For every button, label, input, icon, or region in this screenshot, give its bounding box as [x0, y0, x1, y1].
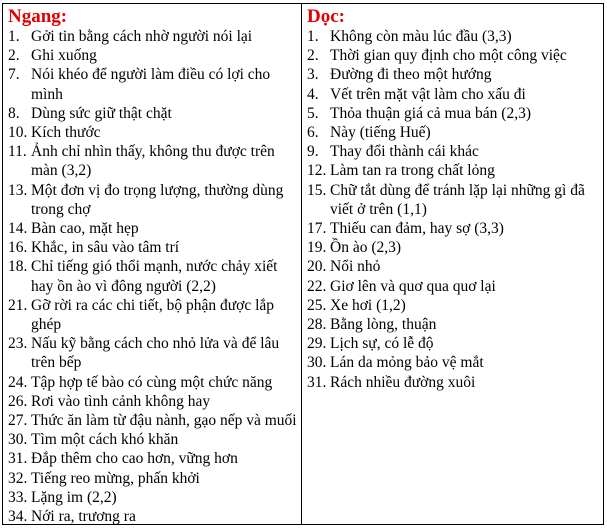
clue-text: Rơi vào tình cảnh không hay: [31, 392, 211, 410]
clue-number: 20.: [307, 258, 327, 276]
clue-number: 18.: [8, 258, 28, 276]
clue-item: [307, 219, 599, 238]
clue-number: 32.: [8, 469, 28, 487]
clue-item: [8, 296, 297, 334]
clue-item: [8, 469, 297, 488]
clue-item: [307, 277, 599, 296]
clue-item: [8, 27, 297, 46]
clue-item: [307, 238, 599, 257]
clue-item: [307, 27, 599, 46]
clue-text: Đường đi theo một hướng: [330, 66, 492, 84]
clue-text: Gởi tin bằng cách nhờ người nói lại: [31, 28, 253, 45]
clue-item: [307, 65, 599, 84]
clue-item: [8, 219, 297, 238]
clue-item: [8, 449, 297, 468]
clue-text: Thời gian quy định cho một công việc: [330, 47, 567, 65]
clue-item: [307, 257, 599, 276]
clue-number: 31.: [307, 373, 327, 391]
clue-number: 17.: [307, 220, 327, 238]
clue-number: 10.: [8, 124, 28, 142]
clue-number: 25.: [307, 296, 327, 314]
clue-number: 1.: [307, 28, 319, 45]
clue-item: [8, 65, 297, 103]
clue-text: Này (tiếng Huế): [330, 124, 431, 142]
across-column: [3, 4, 302, 524]
clue-number: 15.: [307, 181, 327, 199]
clue-item: [8, 238, 297, 257]
clue-text: Khắc, in sâu vào tâm trí: [31, 239, 180, 257]
clue-number: 16.: [8, 239, 28, 257]
clue-text: Vết trên mặt vật làm cho xấu đi: [330, 85, 526, 103]
clue-item: [307, 46, 599, 65]
clue-item: [307, 353, 599, 372]
clue-text: Rách nhiều đường xuôi: [330, 373, 476, 391]
clue-text: Tìm một cách khó khăn: [31, 431, 179, 449]
clues-table: [2, 3, 604, 525]
clue-item: [8, 430, 297, 449]
clue-item: [307, 142, 599, 161]
clue-text: Ảnh chỉ nhìn thấy, không thu được trên màn (3,2): [31, 143, 275, 180]
clue-number: 2.: [307, 47, 319, 65]
clue-text: Làm tan ra trong chất lỏng: [330, 162, 495, 180]
clue-number: 5.: [307, 104, 319, 122]
clue-text: Nói khéo để người làm điều có lợi cho mình: [31, 66, 271, 103]
clue-text: Ghi xuống: [31, 47, 97, 65]
clue-text: Gỡ rời ra các chi tiết, bộ phận được lắp ghép: [31, 296, 275, 334]
clue-number: 7.: [8, 66, 20, 84]
clue-number: 31.: [8, 450, 28, 468]
clue-item: [307, 85, 599, 104]
clue-text: Tiếng reo mừng, phấn khởi: [31, 469, 200, 487]
clue-number: 9.: [307, 143, 319, 161]
clue-number: 28.: [307, 316, 327, 334]
clue-number: 27.: [8, 412, 28, 430]
clue-number: 23.: [8, 335, 28, 353]
clue-number: 26.: [8, 392, 28, 410]
clue-item: [307, 104, 599, 123]
clue-text: Nấu kỹ bằng cách cho nhỏ lửa và để lâu trên bếp: [31, 335, 280, 372]
across-clue-list: [8, 27, 297, 526]
clue-number: 8.: [8, 104, 20, 122]
clue-item: [8, 142, 297, 180]
clue-item: [8, 257, 297, 295]
clue-item: [8, 411, 297, 430]
clue-number: 30.: [307, 354, 327, 372]
clue-number: 3.: [307, 66, 319, 84]
clue-item: [307, 123, 599, 142]
clue-item: [307, 161, 599, 180]
clue-text: Không còn màu lúc đầu (3,3): [330, 28, 512, 45]
clue-item: [8, 104, 297, 123]
clue-text: Đắp thêm cho cao hơn, vững hơn: [31, 450, 238, 468]
clue-text: Nổi nhỏ: [330, 258, 381, 276]
clue-item: [8, 46, 297, 65]
clue-number: 30.: [8, 431, 28, 449]
clue-text: Chỉ tiếng gió thổi mạnh, nước chảy xiết hay ồn ào vì đông người (2,2): [31, 258, 278, 295]
clue-item: [8, 181, 297, 219]
clue-number: 13.: [8, 181, 28, 199]
clue-item: [307, 296, 599, 315]
clue-text: Bằng lòng, thuận: [330, 316, 437, 334]
clue-item: [8, 373, 297, 392]
down-heading: Dọc:: [307, 6, 345, 27]
clue-item: [8, 507, 297, 526]
clue-item: [8, 334, 297, 372]
clue-number: 6.: [307, 124, 319, 142]
clue-number: 34.: [8, 508, 28, 526]
clue-item: [8, 392, 297, 411]
clue-number: 4.: [307, 85, 319, 103]
clue-item: [307, 334, 599, 353]
clue-text: Dùng sức giữ thật chặt: [31, 104, 172, 122]
clue-text: Giơ lên và quơ qua quơ lại: [330, 277, 496, 295]
clue-number: 21.: [8, 296, 28, 314]
clue-text: Bàn cao, mặt hẹp: [31, 220, 139, 238]
clue-text: Thay đổi thành cái khác: [330, 143, 479, 161]
clue-number: 33.: [8, 488, 28, 506]
clue-text: Chữ tắt dùng để tránh lặp lại những gì đã viết ở trên (1,1): [330, 181, 585, 218]
clue-item: [8, 123, 297, 142]
clue-number: 24.: [8, 373, 28, 391]
clue-text: Ồn ào (2,3): [330, 239, 402, 257]
clue-text: Tập hợp tế bào có cùng một chức năng: [31, 373, 273, 391]
clue-number: 11.: [8, 143, 27, 161]
down-column: [302, 4, 603, 524]
down-clue-list: [307, 27, 599, 392]
clue-item: [307, 373, 599, 392]
clue-number: 1.: [8, 28, 20, 45]
clue-text: Một đơn vị đo trọng lượng, thường dùng trong chợ: [31, 181, 284, 218]
clue-text: Lịch sự, có lễ độ: [330, 335, 434, 353]
clue-text: Thỏa thuận giá cả mua bán (2,3): [330, 104, 531, 122]
clue-number: 19.: [307, 239, 327, 257]
clue-text: Lán da mỏng bảo vệ mắt: [330, 354, 484, 372]
clue-text: Xe hơi (1,2): [330, 296, 406, 314]
across-heading: Ngang:: [8, 6, 68, 27]
clue-number: 29.: [307, 335, 327, 353]
clue-item: [307, 315, 599, 334]
clue-text: Thức ăn làm từ đậu nành, gạo nếp và muối: [31, 412, 297, 430]
clue-number: 12.: [307, 162, 327, 180]
clue-text: Nới ra, trương ra: [31, 508, 136, 526]
clue-item: [307, 181, 599, 219]
clue-number: 14.: [8, 220, 28, 238]
clue-number: 22.: [307, 277, 327, 295]
clue-text: Lặng im (2,2): [31, 488, 117, 506]
clue-item: [8, 488, 297, 507]
clue-text: Kích thước: [31, 124, 101, 142]
clue-number: 2.: [8, 47, 20, 65]
clue-text: Thiếu can đảm, hay sợ (3,3): [330, 220, 504, 238]
